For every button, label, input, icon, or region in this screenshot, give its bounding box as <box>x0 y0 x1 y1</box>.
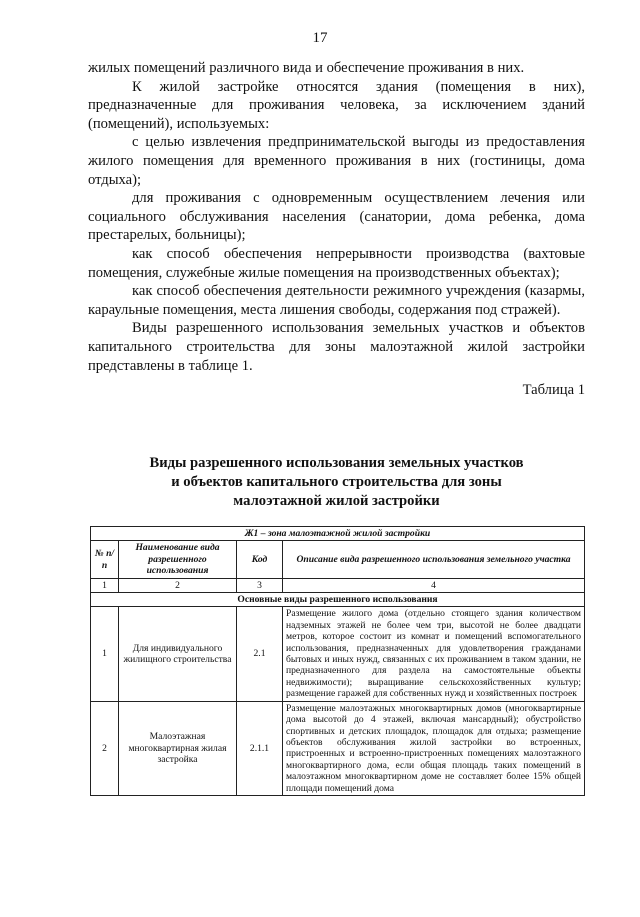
row-num: 1 <box>91 607 119 701</box>
column-number: 4 <box>283 578 585 592</box>
column-number: 1 <box>91 578 119 592</box>
row-description: Размещение малоэтажных многоквартирных домов (многоквартирные дома высотой до 4 этажей, включая мансардный); обустройство спортивных и детских площадок, площадок для отдыха; размещение объектов обслуживания жилой застройки во встроенных, пристроенных и встроенно-пристроенных помещениях малоэтажного многоквартирного дома, если общая площадь таких помещений в малоэтажном многоквартирном доме не составляет более 15% общей площади помещений дома <box>283 701 585 795</box>
paragraph: К жилой застройке относятся здания (помещения в них), предназначенные для проживания человека, за исключением зданий (помещений), используемых: <box>88 78 585 132</box>
row-num: 2 <box>91 701 119 795</box>
section-row <box>91 593 585 607</box>
row-name: Для индивидуального жилищного строительства <box>119 607 237 701</box>
header-num: № п/п <box>91 541 119 578</box>
row-code: 2.1.1 <box>237 701 283 795</box>
column-number: 2 <box>119 578 237 592</box>
column-numbers-row <box>91 578 585 592</box>
row-code: 2.1 <box>237 607 283 701</box>
table-title-line: и объектов капитального строительства для зоны <box>171 474 502 490</box>
header-row <box>91 541 585 578</box>
page-number: 17 <box>312 30 328 46</box>
row-description: Размещение жилого дома (отдельно стоящего здания количеством надземных этажей не более чем три, высотой не более двадцати метров, которое состоит из комнат и помещений вспомогательного использования, предназначенных для удовлетворения гражданами бытовых и иных нужд, связанных с их проживанием в таком здании, не предназначенного для раздела на самостоятельные объекты недвижимости); выращивание сельскохозяйственных культур; размещение гаражей для собственных нужд и хозяйственных построек <box>283 607 585 701</box>
header-name: Наименование вида разрешенного использования <box>119 541 237 578</box>
table-label: Таблица 1 <box>522 382 585 399</box>
paragraph: для проживания с одновременным осуществлением лечения или социального обслуживания населения (санатории, дома ребенка, дома престарелых, больницы); <box>88 190 585 244</box>
column-number: 3 <box>237 578 283 592</box>
section-title: Основные виды разрешенного использования <box>91 593 585 607</box>
paragraph: как способ обеспечения непрерывности производства (вахтовые помещения, служебные жилые помещения на производственных объектах); <box>88 245 585 281</box>
table-title-line: малоэтажной жилой застройки <box>233 493 440 509</box>
paragraph: Виды разрешенного использования земельных участков и объектов капитального строительства для зоны малоэтажной жилой застройки представлены в таблице 1. <box>88 320 585 374</box>
table-title <box>88 454 585 511</box>
row-name: Малоэтажная многоквартирная жилая застройка <box>119 701 237 795</box>
paragraph: жилых помещений различного вида и обеспечение проживания в них. <box>88 60 525 76</box>
zone-title-row <box>91 527 585 541</box>
zone-title: Ж1 – зона малоэтажной жилой застройки <box>91 527 585 541</box>
table-title-line: Виды разрешенного использования земельных участков <box>149 455 524 471</box>
table-row <box>91 607 585 701</box>
paragraph: как способ обеспечения деятельности режимного учреждения (казармы, караульные помещения, места лишения свободы, содержания под стражей). <box>88 283 585 318</box>
header-code: Код <box>237 541 283 578</box>
header-description: Описание вида разрешенного использования земельного участка <box>283 541 585 578</box>
land-use-table <box>90 526 585 796</box>
body-text <box>88 59 585 400</box>
paragraph: с целью извлечения предпринимательской выгоды из предоставления жилого помещения для временного проживания в них (гостиницы, дома отдыха); <box>88 134 585 188</box>
table-row <box>91 701 585 795</box>
